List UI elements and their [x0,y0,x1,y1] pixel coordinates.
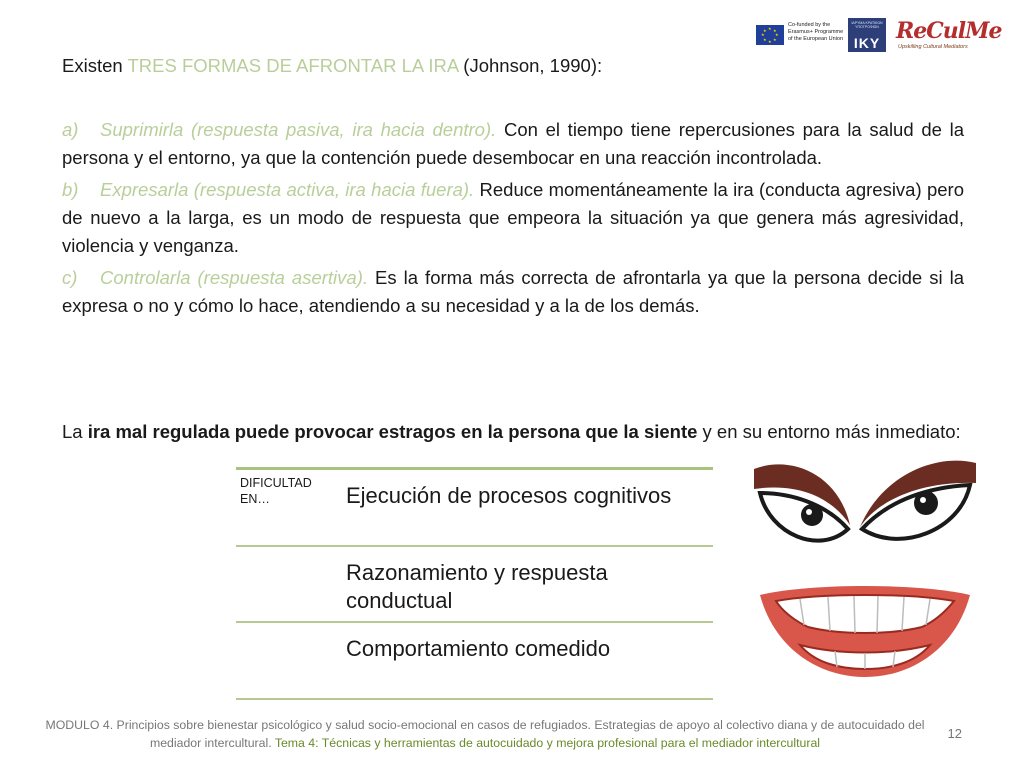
left-pupil-shine [806,509,812,515]
list-item [62,116,964,172]
row-header-line2: EN… [240,492,270,506]
page-number: 12 [947,726,962,741]
slide-body [62,52,964,442]
intro-prefix: Existen [62,55,128,76]
difficulty-table [236,467,713,700]
list-item [62,176,964,260]
intro-suffix: (Johnson, 1990): [458,55,603,76]
item-marker: c) [62,267,78,288]
table-row [236,545,713,621]
item-text: Con el tiempo tiene repercusiones para la salud de la persona y el entorno, ya que la contención puede desembocar en una reacción incontrolada. [62,119,964,168]
item-text: Es la forma más correcta de afrontarla ya que la persona decide si la expresa o no y cómo lo hace, atendiendo a su necesidad y a la de los demás. [62,267,964,316]
table-cell: Comportamiento comedido [346,636,611,661]
header-logos [752,18,1002,56]
table-cell: Ejecución de procesos cognitivos [346,483,672,508]
reculme-name: ReCulMe [896,18,1002,44]
coping-list [62,116,964,320]
slide-footer [20,716,950,752]
item-text: Reduce momentáneamente la ira (conducta agresiva) pero de nuevo a la larga, es un modo de respuesta que empeora la situación ya que genera más agresividad, violencia y venganza. [62,179,964,256]
reculme-logo [896,18,1002,56]
table-row [236,467,713,545]
eu-flag-icon: ★ ★ ★ ★ ★ ★ ★ ★ [756,25,784,45]
right-pupil [914,491,938,515]
iky-logo [848,18,886,52]
row-header [240,475,312,507]
item-label: Controlarla (respuesta asertiva). [100,267,369,288]
erasmus-caption: Co-funded by the Erasmus+ Programme of the European Union [788,22,844,42]
list-item [62,264,964,320]
row-header-line1: DIFICULTAD [240,476,312,490]
item-marker: b) [62,179,79,200]
iky-name: IKY [853,35,881,51]
item-label: Expresarla (respuesta activa, ira hacia fuera). [100,179,475,200]
reculme-tagline: Upskilling Cultural Mediators [898,44,968,50]
erasmus-logo [756,22,846,54]
left-pupil [801,504,823,526]
footer-topic: Tema 4: Técnicas y herramientas de autocuidado y mejora profesional para el mediador intercultural [274,736,821,750]
table-cell: Razonamiento y respuesta conductual [346,560,608,613]
footer-text: MODULO 4. Principios sobre bienestar psicológico y salud socio-emocional en casos de refugiados. Estrategias de apoyo al colectivo diana y de autocuidado del mediador intercultural. [45,718,925,750]
closing-prefix: La [62,421,88,442]
closing-bold: ira mal regulada puede provocar estragos en la persona que la siente [87,421,698,442]
closing-suffix: y en su entorno más inmediato: [697,421,961,442]
table-row [236,621,713,700]
intro-highlight: TRES FORMAS DE AFRONTAR LA IRA [127,55,459,76]
right-pupil-shine [920,497,926,503]
closing-paragraph [62,418,964,446]
angry-face-icon [750,455,980,685]
right-eye [862,485,970,539]
item-label: Suprimirla (respuesta pasiva, ira hacia dentro). [100,119,497,140]
item-marker: a) [62,119,79,140]
iky-caption: ΙΔΡΥΜΑ ΚΡΑΤΙΚΩΝ ΥΠΟΤΡΟΦΙΩΝ [851,21,883,29]
intro-line [62,52,964,88]
